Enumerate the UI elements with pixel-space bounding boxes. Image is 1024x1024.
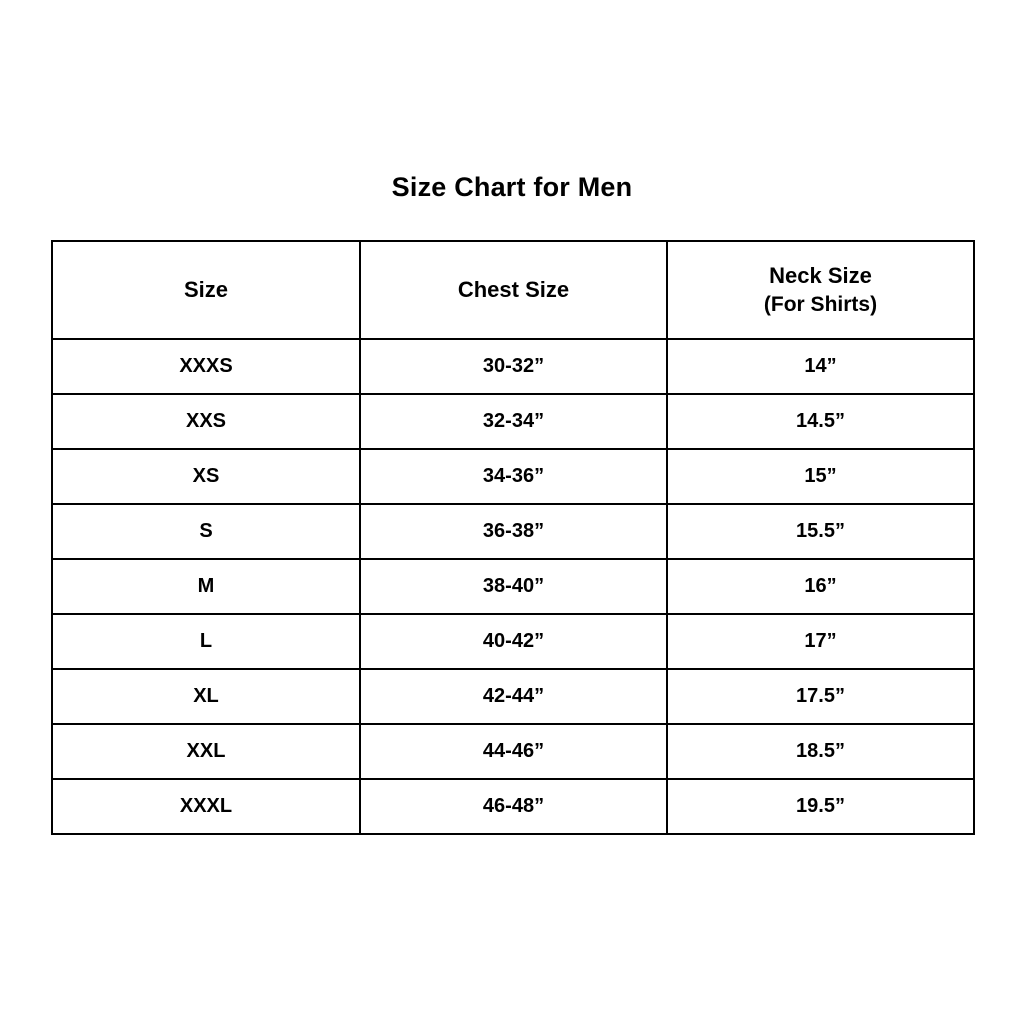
cell-neck: 17.5”	[667, 669, 974, 724]
cell-chest: 34-36”	[360, 449, 667, 504]
cell-size: XXS	[52, 394, 360, 449]
cell-neck: 15”	[667, 449, 974, 504]
cell-size: XL	[52, 669, 360, 724]
cell-chest: 32-34”	[360, 394, 667, 449]
cell-chest: 30-32”	[360, 339, 667, 394]
table-row	[52, 394, 974, 449]
size-chart-table	[51, 240, 975, 835]
cell-neck: 19.5”	[667, 779, 974, 834]
table-header	[52, 241, 974, 339]
column-header-chest-label: Chest Size	[457, 277, 570, 303]
column-header-chest	[360, 241, 667, 339]
cell-chest: 40-42”	[360, 614, 667, 669]
page-title: Size Chart for Men	[391, 172, 633, 202]
table-row	[52, 449, 974, 504]
cell-chest: 38-40”	[360, 559, 667, 614]
table-row	[52, 559, 974, 614]
cell-neck: 14”	[667, 339, 974, 394]
cell-size: XXL	[52, 724, 360, 779]
cell-size: L	[52, 614, 360, 669]
cell-size: M	[52, 559, 360, 614]
cell-chest: 46-48”	[360, 779, 667, 834]
cell-size: XS	[52, 449, 360, 504]
cell-chest: 42-44”	[360, 669, 667, 724]
table-row	[52, 614, 974, 669]
column-header-neck-sublabel: (For Shirts)	[763, 292, 878, 316]
cell-size: XXXS	[52, 339, 360, 394]
column-header-size	[52, 241, 360, 339]
table-row	[52, 504, 974, 559]
column-header-neck-label: Neck Size	[769, 262, 872, 288]
cell-neck: 16”	[667, 559, 974, 614]
table-row	[52, 669, 974, 724]
cell-chest: 44-46”	[360, 724, 667, 779]
cell-size: S	[52, 504, 360, 559]
table-row	[52, 339, 974, 394]
cell-neck: 17”	[667, 614, 974, 669]
cell-neck: 15.5”	[667, 504, 974, 559]
table-body	[52, 339, 974, 834]
cell-chest: 36-38”	[360, 504, 667, 559]
table-row	[52, 724, 974, 779]
column-header-size-label: Size	[183, 277, 229, 303]
table-header-row	[52, 241, 974, 339]
table-row	[52, 779, 974, 834]
column-header-neck	[667, 241, 974, 339]
cell-size: XXXL	[52, 779, 360, 834]
cell-neck: 14.5”	[667, 394, 974, 449]
cell-neck: 18.5”	[667, 724, 974, 779]
